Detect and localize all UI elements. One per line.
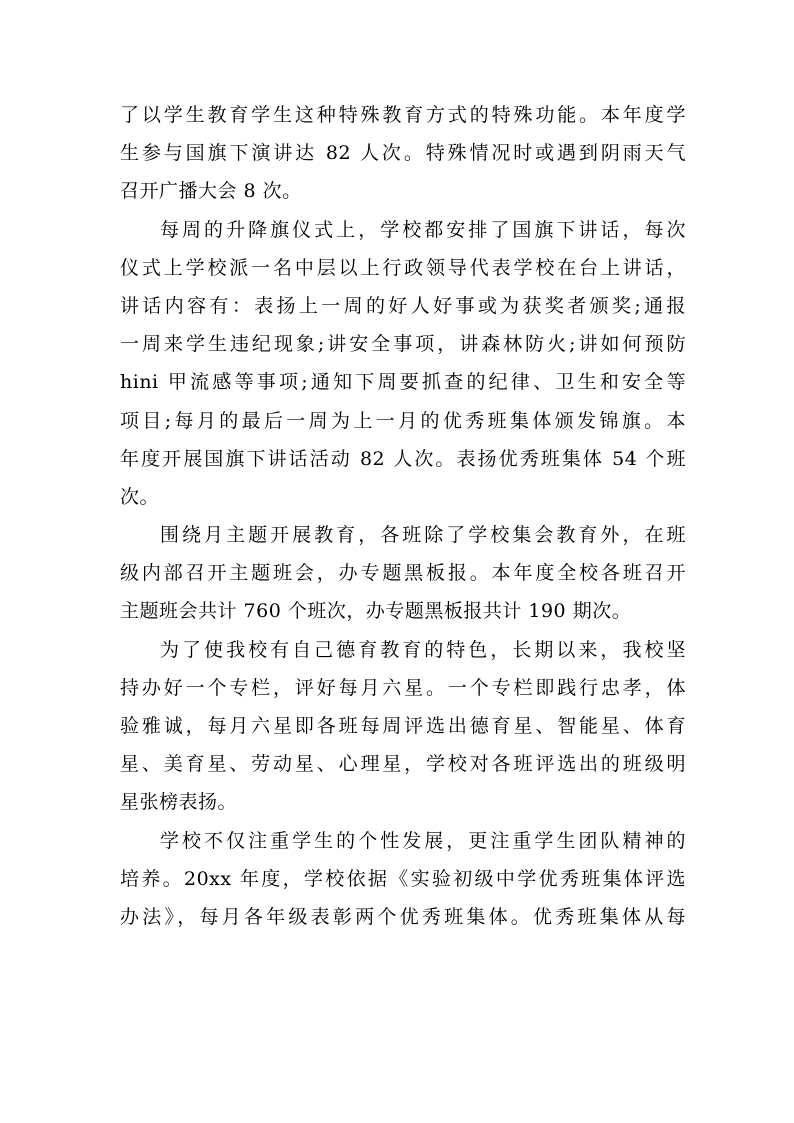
text-line: 星、美育星、劳动星、心理星，学校对各班评选出的班级明	[120, 753, 686, 776]
text-line: 持办好一个专栏，评好每月六星。一个专栏即践行忠孝，体	[120, 676, 686, 699]
text-line: 项目;每月的最后一周为上一月的优秀班集体颁发锦旗。本	[120, 409, 686, 432]
text-line: 星张榜表扬。	[120, 791, 238, 814]
text-line: 年度开展国旗下讲话活动 82 人次。表扬优秀班集体 54 个班	[120, 447, 686, 470]
text-line: 主题班会共计 760 个班次，办专题黑板报共计 190 期次。	[120, 600, 632, 623]
paragraph-first-line: 为了使我校有自己德育教育的特色，长期以来，我校坚	[160, 638, 686, 661]
text-line: 仪式上学校派一名中层以上行政领导代表学校在台上讲话，	[120, 256, 686, 279]
text-line: 讲话内容有：表扬上一周的好人好事或为获奖者颁奖;通报	[120, 294, 686, 317]
text-line: 了以学生教育学生这种特殊教育方式的特殊功能。本年度学	[120, 104, 686, 126]
text-line: 召开广播大会 8 次。	[120, 180, 302, 203]
text-line: 办法》，每月各年级表彰两个优秀班集体。优秀班集体从每	[120, 905, 686, 928]
text-line: 级内部召开主题班会，办专题黑板报。本年度全校各班召开	[120, 562, 686, 585]
text-line: 一周来学生违纪现象;讲安全事项，讲森林防火;讲如何预防	[120, 333, 686, 356]
paragraph-first-line: 学校不仅注重学生的个性发展，更注重学生团队精神的	[160, 829, 686, 852]
paragraph-first-line: 围绕月主题开展教育，各班除了学校集会教育外，在班	[160, 524, 686, 547]
document-body	[120, 96, 686, 936]
text-line: 验雅诚，每月六星即各班每周评选出德育星、智能星、体育	[120, 715, 686, 737]
text-line: 培养。20xx 年度，学校依据《实验初级中学优秀班集体评选	[120, 867, 686, 890]
paragraph-first-line: 每周的升降旗仪式上，学校都安排了国旗下讲话，每次	[160, 218, 686, 241]
text-line: 次。	[120, 485, 160, 508]
text-line: hini 甲流感等事项;通知下周要抓查的纪律、卫生和安全等	[120, 371, 686, 394]
text-line: 生参与国旗下演讲达 82 人次。特殊情况时或遇到阴雨天气	[120, 142, 686, 165]
